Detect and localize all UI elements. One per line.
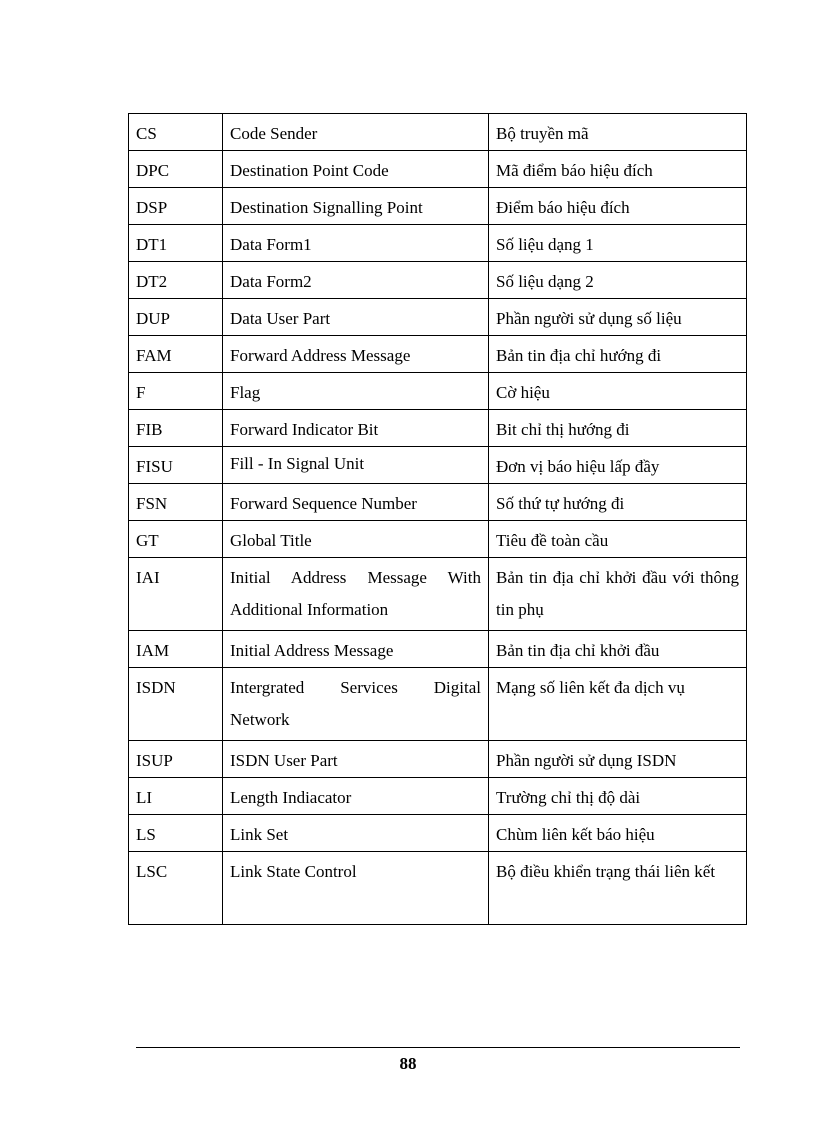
table-row — [129, 299, 747, 336]
vietnamese-text: Số thứ tự hướng đi — [496, 494, 625, 513]
english-cell — [223, 852, 489, 925]
english-text: Data User Part — [230, 309, 331, 328]
table-row — [129, 631, 747, 668]
english-text: Data Form2 — [230, 272, 312, 291]
table-row — [129, 262, 747, 299]
abbr-cell — [129, 410, 223, 447]
vietnamese-text: Phần người sử dụng ISDN — [496, 751, 677, 770]
english-text: Link State Control — [230, 862, 357, 881]
vietnamese-text: Đơn vị báo hiệu lấp đầy — [496, 457, 660, 476]
vietnamese-cell — [489, 151, 747, 188]
abbr-text: LS — [136, 825, 156, 844]
english-text: Initial Address Message With Additional Information — [230, 568, 481, 619]
vietnamese-cell — [489, 668, 747, 741]
abbr-text: IAM — [136, 641, 170, 660]
abbr-cell — [129, 336, 223, 373]
vietnamese-cell — [489, 373, 747, 410]
vietnamese-cell — [489, 815, 747, 852]
english-text: ISDN User Part — [230, 751, 338, 770]
vietnamese-cell — [489, 299, 747, 336]
abbr-cell — [129, 852, 223, 925]
abbr-cell — [129, 299, 223, 336]
english-cell — [223, 336, 489, 373]
vietnamese-cell — [489, 778, 747, 815]
vietnamese-cell — [489, 225, 747, 262]
vietnamese-cell — [489, 558, 747, 631]
english-cell — [223, 299, 489, 336]
english-text: Link Set — [230, 825, 289, 844]
english-cell — [223, 114, 489, 151]
table-row — [129, 151, 747, 188]
table-row — [129, 852, 747, 925]
vietnamese-text: Bản tin địa chỉ khởi đầu với thông tin phụ — [496, 568, 739, 619]
vietnamese-text: Mã điểm báo hiệu đích — [496, 161, 653, 180]
footer-divider — [136, 1047, 740, 1048]
english-text: Destination Point Code — [230, 161, 389, 180]
abbr-cell — [129, 668, 223, 741]
abbr-text: F — [136, 383, 146, 402]
vietnamese-cell — [489, 741, 747, 778]
english-text: Global Title — [230, 531, 312, 550]
english-text: Initial Address Message — [230, 641, 394, 660]
english-cell — [223, 410, 489, 447]
table-row — [129, 484, 747, 521]
english-cell — [223, 447, 489, 484]
english-cell — [223, 558, 489, 631]
abbr-text: ISUP — [136, 751, 173, 770]
abbr-cell — [129, 262, 223, 299]
english-text: Flag — [230, 383, 261, 402]
table-row — [129, 558, 747, 631]
english-cell — [223, 668, 489, 741]
english-cell — [223, 815, 489, 852]
abbr-cell — [129, 225, 223, 262]
english-cell — [223, 225, 489, 262]
abbr-cell — [129, 741, 223, 778]
vietnamese-text: Bản tin địa chỉ hướng đi — [496, 346, 662, 365]
abbr-cell — [129, 151, 223, 188]
abbr-text: FISU — [136, 457, 173, 476]
table-row — [129, 815, 747, 852]
vietnamese-text: Mạng số liên kết đa dịch vụ — [496, 678, 685, 697]
vietnamese-cell — [489, 188, 747, 225]
vietnamese-text: Cờ hiệu — [496, 383, 550, 402]
english-text: Data Form1 — [230, 235, 312, 254]
abbr-cell — [129, 558, 223, 631]
abbr-text: DUP — [136, 309, 171, 328]
abbr-text: ISDN — [136, 678, 176, 697]
table-row — [129, 114, 747, 151]
english-cell — [223, 741, 489, 778]
english-cell — [223, 521, 489, 558]
table-row — [129, 668, 747, 741]
english-text: Destination Signalling Point — [230, 198, 423, 217]
table-row — [129, 521, 747, 558]
abbr-text: CS — [136, 124, 157, 143]
abbr-cell — [129, 778, 223, 815]
abbr-text: DT1 — [136, 235, 168, 254]
abbr-cell — [129, 815, 223, 852]
abbr-cell — [129, 631, 223, 668]
english-text: Code Sender — [230, 124, 318, 143]
vietnamese-text: Số liệu dạng 2 — [496, 272, 594, 291]
abbr-cell — [129, 521, 223, 558]
english-cell — [223, 188, 489, 225]
table-row — [129, 410, 747, 447]
abbr-text: GT — [136, 531, 159, 550]
vietnamese-cell — [489, 631, 747, 668]
abbr-cell — [129, 484, 223, 521]
english-text: Forward Sequence Number — [230, 494, 417, 513]
vietnamese-text: Bộ truyền mã — [496, 124, 589, 143]
table-row — [129, 447, 747, 484]
english-text: Fill - In Signal Unit — [230, 454, 365, 473]
table-row — [129, 741, 747, 778]
abbr-text: DPC — [136, 161, 170, 180]
abbr-cell — [129, 114, 223, 151]
english-text: Forward Indicator Bit — [230, 420, 379, 439]
abbr-cell — [129, 188, 223, 225]
vietnamese-text: Điểm báo hiệu đích — [496, 198, 630, 217]
abbr-text: LI — [136, 788, 153, 807]
vietnamese-cell — [489, 484, 747, 521]
table-row — [129, 188, 747, 225]
table-row — [129, 373, 747, 410]
english-cell — [223, 778, 489, 815]
abbr-text: FSN — [136, 494, 168, 513]
vietnamese-cell — [489, 114, 747, 151]
abbr-cell — [129, 447, 223, 484]
abbreviation-table — [128, 113, 747, 925]
vietnamese-text: Trường chỉ thị độ dài — [496, 788, 641, 807]
page-number: 88 — [399, 1054, 417, 1073]
english-cell — [223, 262, 489, 299]
abbr-text: DSP — [136, 198, 168, 217]
table-row — [129, 225, 747, 262]
vietnamese-text: Bản tin địa chỉ khởi đầu — [496, 641, 660, 660]
vietnamese-cell — [489, 410, 747, 447]
vietnamese-text: Chùm liên kết báo hiệu — [496, 825, 655, 844]
vietnamese-cell — [489, 852, 747, 925]
vietnamese-text: Tiêu đề toàn cầu — [496, 531, 609, 550]
english-text: Forward Address Message — [230, 346, 411, 365]
english-cell — [223, 484, 489, 521]
abbr-text: LSC — [136, 862, 168, 881]
english-text: Length Indiacator — [230, 788, 352, 807]
abbr-text: FIB — [136, 420, 163, 439]
abbr-text: IAI — [136, 568, 160, 587]
vietnamese-text: Bộ điều khiển trạng thái liên kết — [496, 862, 716, 881]
table-row — [129, 778, 747, 815]
abbr-text: DT2 — [136, 272, 168, 291]
vietnamese-text: Phần người sử dụng số liệu — [496, 309, 682, 328]
english-cell — [223, 631, 489, 668]
abbr-text: FAM — [136, 346, 172, 365]
vietnamese-cell — [489, 262, 747, 299]
english-cell — [223, 373, 489, 410]
vietnamese-cell — [489, 336, 747, 373]
english-cell — [223, 151, 489, 188]
vietnamese-cell — [489, 447, 747, 484]
vietnamese-text: Số liệu dạng 1 — [496, 235, 594, 254]
table-row — [129, 336, 747, 373]
vietnamese-text: Bit chỉ thị hướng đi — [496, 420, 630, 439]
abbr-cell — [129, 373, 223, 410]
vietnamese-cell — [489, 521, 747, 558]
english-text: Intergrated Services Digital Network — [230, 678, 481, 729]
